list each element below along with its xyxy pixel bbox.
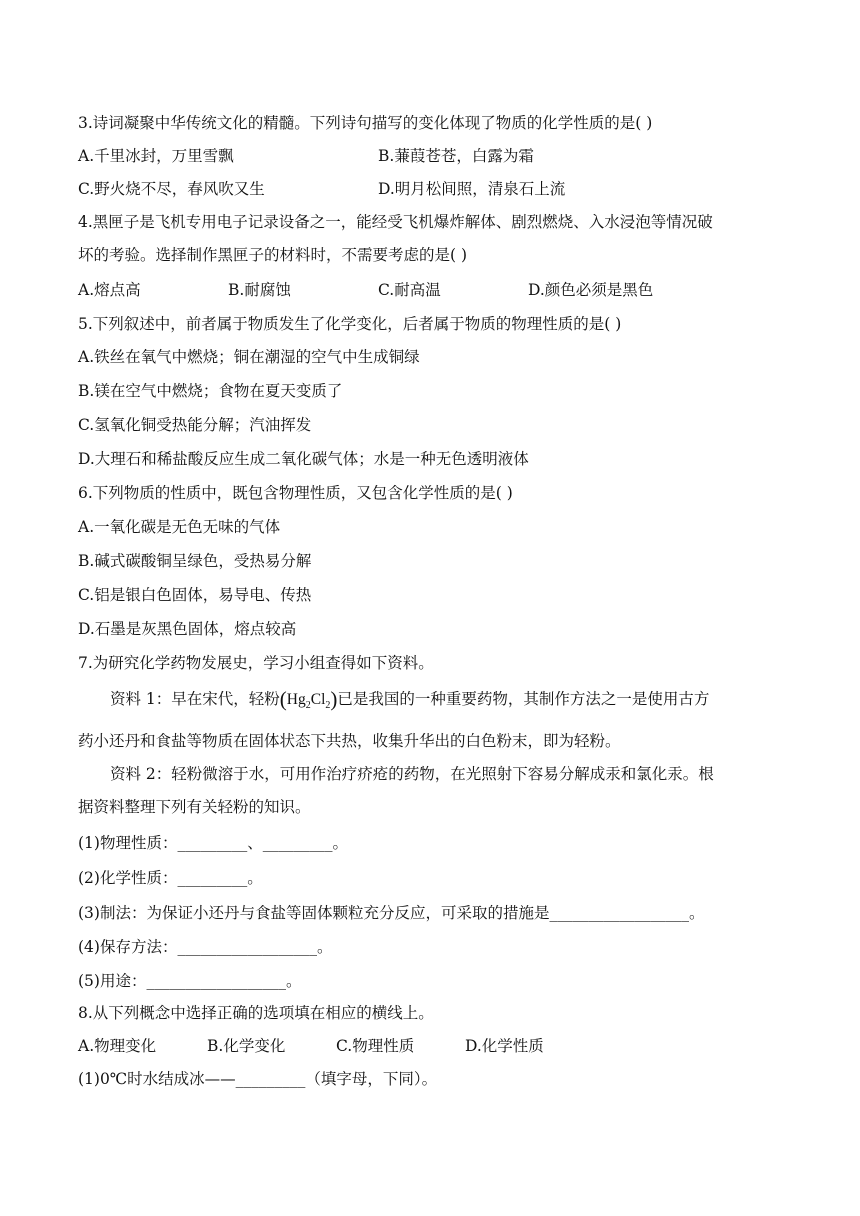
question-4-option-d: D.颜色必须是黑色 xyxy=(528,281,654,299)
question-8-item-1: (1)0℃时水结成冰——_________（填字母，下同）。 xyxy=(78,1070,438,1088)
material-1-intro: 资料 1：早在宋代，轻粉 xyxy=(110,690,280,708)
question-7-item-2: (2)化学性质：_________。 xyxy=(78,869,263,887)
question-3-option-c: C.野火烧不尽，春风吹又生 xyxy=(78,180,265,198)
question-3-option-b: B.蒹葭苍苍，白露为霜 xyxy=(378,147,534,165)
question-5-stem: 5.下列叙述中，前者属于物质发生了化学变化，后者属于物质的物理性质的是( ) xyxy=(78,315,622,333)
question-7-material-1-line-2: 药小还丹和食盐等物质在固体状态下共热，收集升华出的白色粉末，即为轻粉。 xyxy=(78,732,621,750)
material-1-rest: 已是我国的一种重要药物，其制作方法之一是使用古方 xyxy=(337,690,710,708)
question-7-material-1-line-1 xyxy=(110,688,709,717)
question-8-stem: 8.从下列概念中选择正确的选项填在相应的横线上。 xyxy=(78,1004,434,1022)
question-6-option-b: B.碱式碳酸铜呈绿色，受热易分解 xyxy=(78,552,312,570)
question-7-item-4: (4)保存方法：__________________。 xyxy=(78,938,333,956)
chemical-formula-hg2cl2: $(Hg_2Cl_2)$ xyxy=(279,687,338,712)
question-3-option-a: A.千里冰封，万里雪飘 xyxy=(78,147,234,165)
question-7-item-5: (5)用途：__________________。 xyxy=(78,972,302,990)
question-6-stem: 6.下列物质的性质中，既包含物理性质，又包含化学性质的是( ) xyxy=(78,484,513,502)
question-4-option-b: B.耐腐蚀 xyxy=(228,281,291,299)
question-6-option-c: C.铝是银白色固体，易导电、传热 xyxy=(78,586,312,604)
question-7-stem: 7.为研究化学药物发展史，学习小组查得如下资料。 xyxy=(78,654,434,672)
question-6-option-a: A.一氧化碳是无色无味的气体 xyxy=(78,518,281,536)
question-8-option-b: B.化学变化 xyxy=(207,1037,286,1055)
question-8-option-d: D.化学性质 xyxy=(465,1037,544,1055)
question-6-option-d: D.石墨是灰黑色固体，熔点较高 xyxy=(78,620,297,638)
question-5-option-d: D.大理石和稀盐酸反应生成二氧化碳气体；水是一种无色透明液体 xyxy=(78,450,529,468)
question-4-option-a: A.熔点高 xyxy=(78,281,141,299)
question-4-stem-line-1: 4.黑匣子是飞机专用电子记录设备之一，能经受飞机爆炸解体、剧烈燃烧、入水浸泡等情况破 xyxy=(78,213,713,231)
question-5-option-b: B.镁在空气中燃烧；食物在夏天变质了 xyxy=(78,382,343,400)
question-5-option-c: C.氢氧化铜受热能分解；汽油挥发 xyxy=(78,416,312,434)
question-7-material-2-line-2: 据资料整理下列有关轻粉的知识。 xyxy=(78,798,311,816)
question-7-material-2-line-1: 资料 2：轻粉微溶于水，可用作治疗疥疮的药物，在光照射下容易分解成汞和氯化汞。根 xyxy=(110,765,714,783)
question-4-option-c: C.耐高温 xyxy=(378,281,441,299)
question-7-item-1: (1)物理性质：_________、_________。 xyxy=(78,834,348,852)
question-5-option-a: A.铁丝在氧气中燃烧；铜在潮湿的空气中生成铜绿 xyxy=(78,348,420,366)
question-3-option-d: D.明月松间照，清泉石上流 xyxy=(378,180,566,198)
question-3-stem: 3.诗词凝聚中华传统文化的精髓。下列诗句描写的变化体现了物质的化学性质的是( ) xyxy=(78,114,653,132)
question-4-stem-line-2: 坏的考验。选择制作黑匣子的材料时，不需要考虑的是( ) xyxy=(78,246,468,264)
question-8-option-c: C.物理性质 xyxy=(336,1037,415,1055)
question-7-item-3: (3)制法：为保证小还丹与食盐等固体颗粒充分反应，可采取的措施是__________________。 xyxy=(78,904,705,922)
question-8-option-a: A.物理变化 xyxy=(78,1037,157,1055)
